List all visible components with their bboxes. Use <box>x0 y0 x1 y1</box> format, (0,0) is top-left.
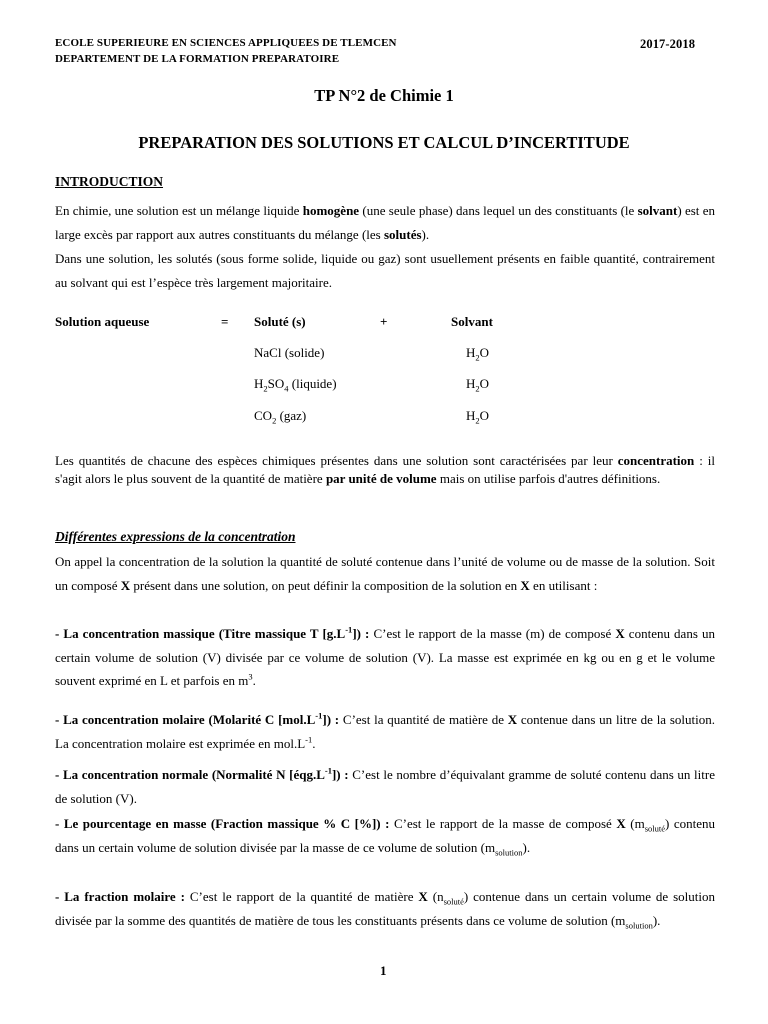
table-header-solvent: Solvant <box>451 314 493 329</box>
intro-bold-solutes: solutés <box>383 226 422 242</box>
intro-text: ). <box>421 226 430 242</box>
intro-paragraph-1 <box>55 199 715 246</box>
intro-text: En chimie, une solution est un mélange liquide <box>55 203 303 218</box>
table-row-solvent: $H_2O$ <box>466 345 490 363</box>
main-title: PREPARATION DES SOLUTIONS ET CALCUL D’INCERTITUDE <box>138 133 630 152</box>
table-row-solute: $H_2SO_4$ (liquide) <box>254 376 337 394</box>
table-header-equals: = <box>221 314 229 329</box>
table-row-solvent: $H_2O$ <box>466 376 490 394</box>
concentration-normale-paragraph: - La concentration normale (Normalité N $[éqg.L^{-1}]$) : C’est le nombre d’équivalant gramme de soluté contenu dans un litre de solution (V). <box>55 765 715 806</box>
concentration-molaire-paragraph: - La concentration molaire (Molarité C $[mol.L^{-1}]$) : C’est la quantité de matière de X contenue dans un litre de la solution. La concentration molaire est exprimée en $mol.L^{-1}$. <box>55 710 715 751</box>
expressions-heading: Différentes expressions de la concentration <box>55 529 296 544</box>
intro-text: (une seule phase) dans lequel un des constituants (le <box>359 203 638 218</box>
concentration-massique-paragraph: - La concentration massique (Titre massique T $[g.L^{-1}]$) : C’est le rapport de la masse (m) de composé X contenu dans un certain volume de solution (V) divisée par ce volume de solution (V). La masse est exprimée en kg ou en g et le volume souvent exprimé en L et parfois en $m^3$. <box>55 624 715 688</box>
department-name: DEPARTEMENT DE LA FORMATION PREPARATOIRE <box>55 53 340 65</box>
page-number: 1 <box>380 963 387 978</box>
pourcentage-masse-paragraph: - Le pourcentage en masse (Fraction massique % C [%]) : C’est le rapport de la masse de composé X $(m_{soluté})$ contenu dans un certain volume de solution divisée par la masse de ce volume de solution $(m_{solution})$. <box>55 816 716 858</box>
table-header-solute: Soluté (s) <box>254 314 306 329</box>
intro-paragraph-2: Dans une solution, les solutés (sous forme solide, liquide ou gaz) sont usuellement présents en faible quantité, contrairement au solvant qui est l’espèce très largement majoritaire. <box>55 251 715 290</box>
introduction-heading: INTRODUCTION <box>55 174 164 189</box>
intro-bold-solvant: solvant <box>637 203 678 218</box>
quantities-paragraph: Les quantités de chacune des espèces chimiques présentes dans une solution sont caractérisées par leur concentration : il s'agit alors le plus souvent de la quantité de matière par unité de volume mais on utilise parfois d'autres définitions. <box>55 453 715 486</box>
tp-title: TP N°2 de Chimie 1 <box>314 86 454 105</box>
school-name: ECOLE SUPERIEURE EN SCIENCES APPLIQUEES DE TLEMCEN <box>55 37 397 49</box>
expressions-intro-paragraph: On appel la concentration de la solution la quantité de soluté contenue dans l’unité de volume ou de masse de la solution. Soit un composé X présent dans une solution, on peut définir la composition de la solution en X en utilisant : <box>55 554 715 593</box>
table-row-solvent: $H_2O$ <box>466 408 490 426</box>
intro-text: ) est en large excès par rapport aux autres constituants du mélange (les <box>55 203 715 242</box>
table-row-solute: NaCl (solide) <box>254 345 325 360</box>
academic-year: 2017-2018 <box>640 37 696 51</box>
table-header-solution: Solution aqueuse <box>55 314 150 329</box>
intro-bold-homogene: homogène <box>302 203 360 218</box>
table-header-plus: + <box>380 314 388 329</box>
fraction-molaire-paragraph: - La fraction molaire : C’est le rapport de la quantité de matière X $(n_{soluté})$ contenue dans un certain volume de solution divisée par la somme des quantités de matière de tous les constituants présents dans ce volume de solution $(m_{solution})$. <box>55 889 715 931</box>
table-row-solute: $CO_2$ (gaz) <box>254 408 307 426</box>
